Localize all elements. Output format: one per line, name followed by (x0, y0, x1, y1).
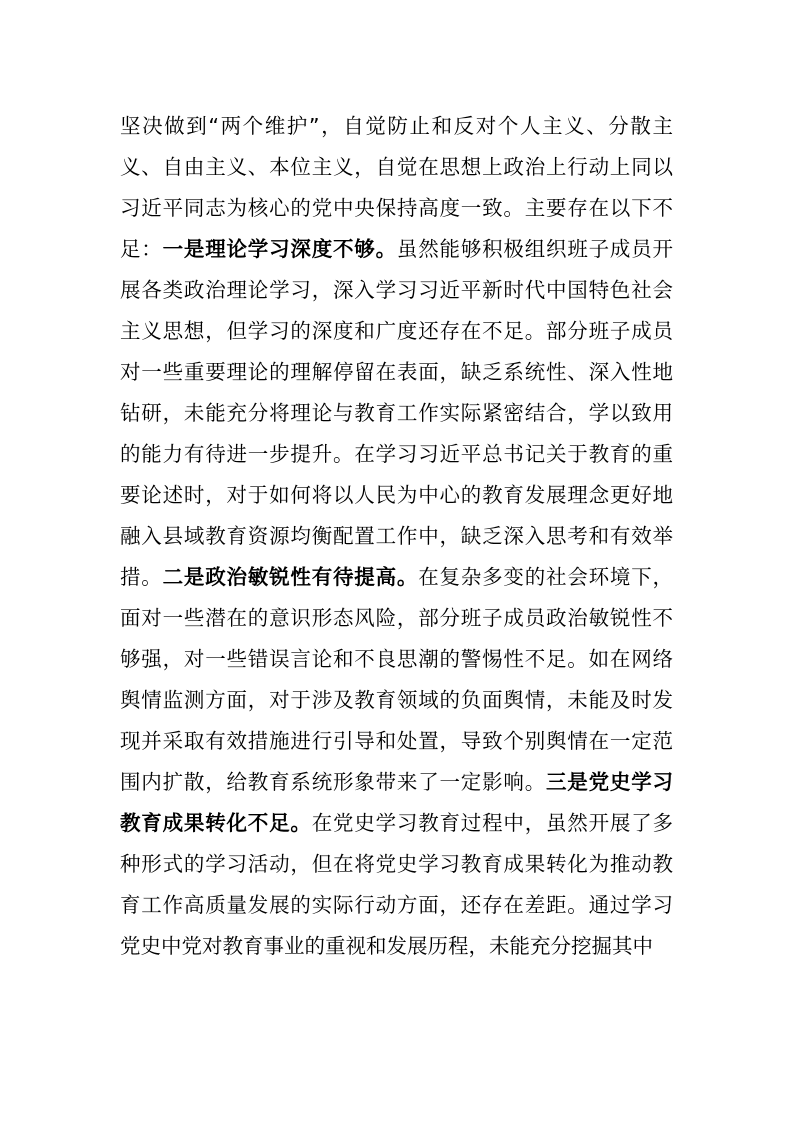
text-segment-2: 虽然能够积极组织班子成员开展各类政治理论学习，深入学习习近平新时代中国特色社会主义思想，但学习的深度和广度还存在不足。部分班子成员对一些重要理论的理解停留在表面，缺乏系统性、深入性地钻研，未能充分将理论与教育工作实际紧密结合，学以致用的能力有待进一步提升。在学习习近平总书记关于教育的重要论述时，对于如何将以人民为中心的教育发展理念更好地融入县域教育资源均衡配置工作中，缺乏深入思考和有效举措。 (120, 237, 674, 589)
heading-point-three: 三是党史学习教育成果转化不足。 (120, 770, 673, 835)
text-segment-1: 坚决做到“两个维护”，自觉防止和反对个人主义、分散主义、自由主义、本位主义，自觉在思想上政治上行动上同以习近平同志为核心的党中央保持高度一致。主要存在以下不足： (120, 114, 673, 261)
text-segment-4: 在党史学习教育过程中，虽然开展了多种形式的学习活动，但在将党史学习教育成果转化为推动教育工作高质量发展的实际行动方面，还存在差距。通过学习党史中党对教育事业的重视和发展历程，未能充分挖掘其中 (120, 811, 674, 958)
heading-point-one: 一是理论学习深度不够。 (162, 237, 397, 261)
body-paragraph (120, 106, 673, 967)
text-segment-3: 在复杂多变的社会环境下，面对一些潜在的意识形态风险，部分班子成员政治敏锐性不够强，对一些错误言论和不良思潮的警惕性不足。如在网络舆情监测方面，对于涉及教育领域的负面舆情，未能及时发现并采取有效措施进行引导和处置，导致个别舆情在一定范围内扩散，给教育系统形象带来了一定影响。 (120, 565, 674, 794)
heading-point-two: 二是政治敏锐性有待提高。 (162, 565, 419, 589)
